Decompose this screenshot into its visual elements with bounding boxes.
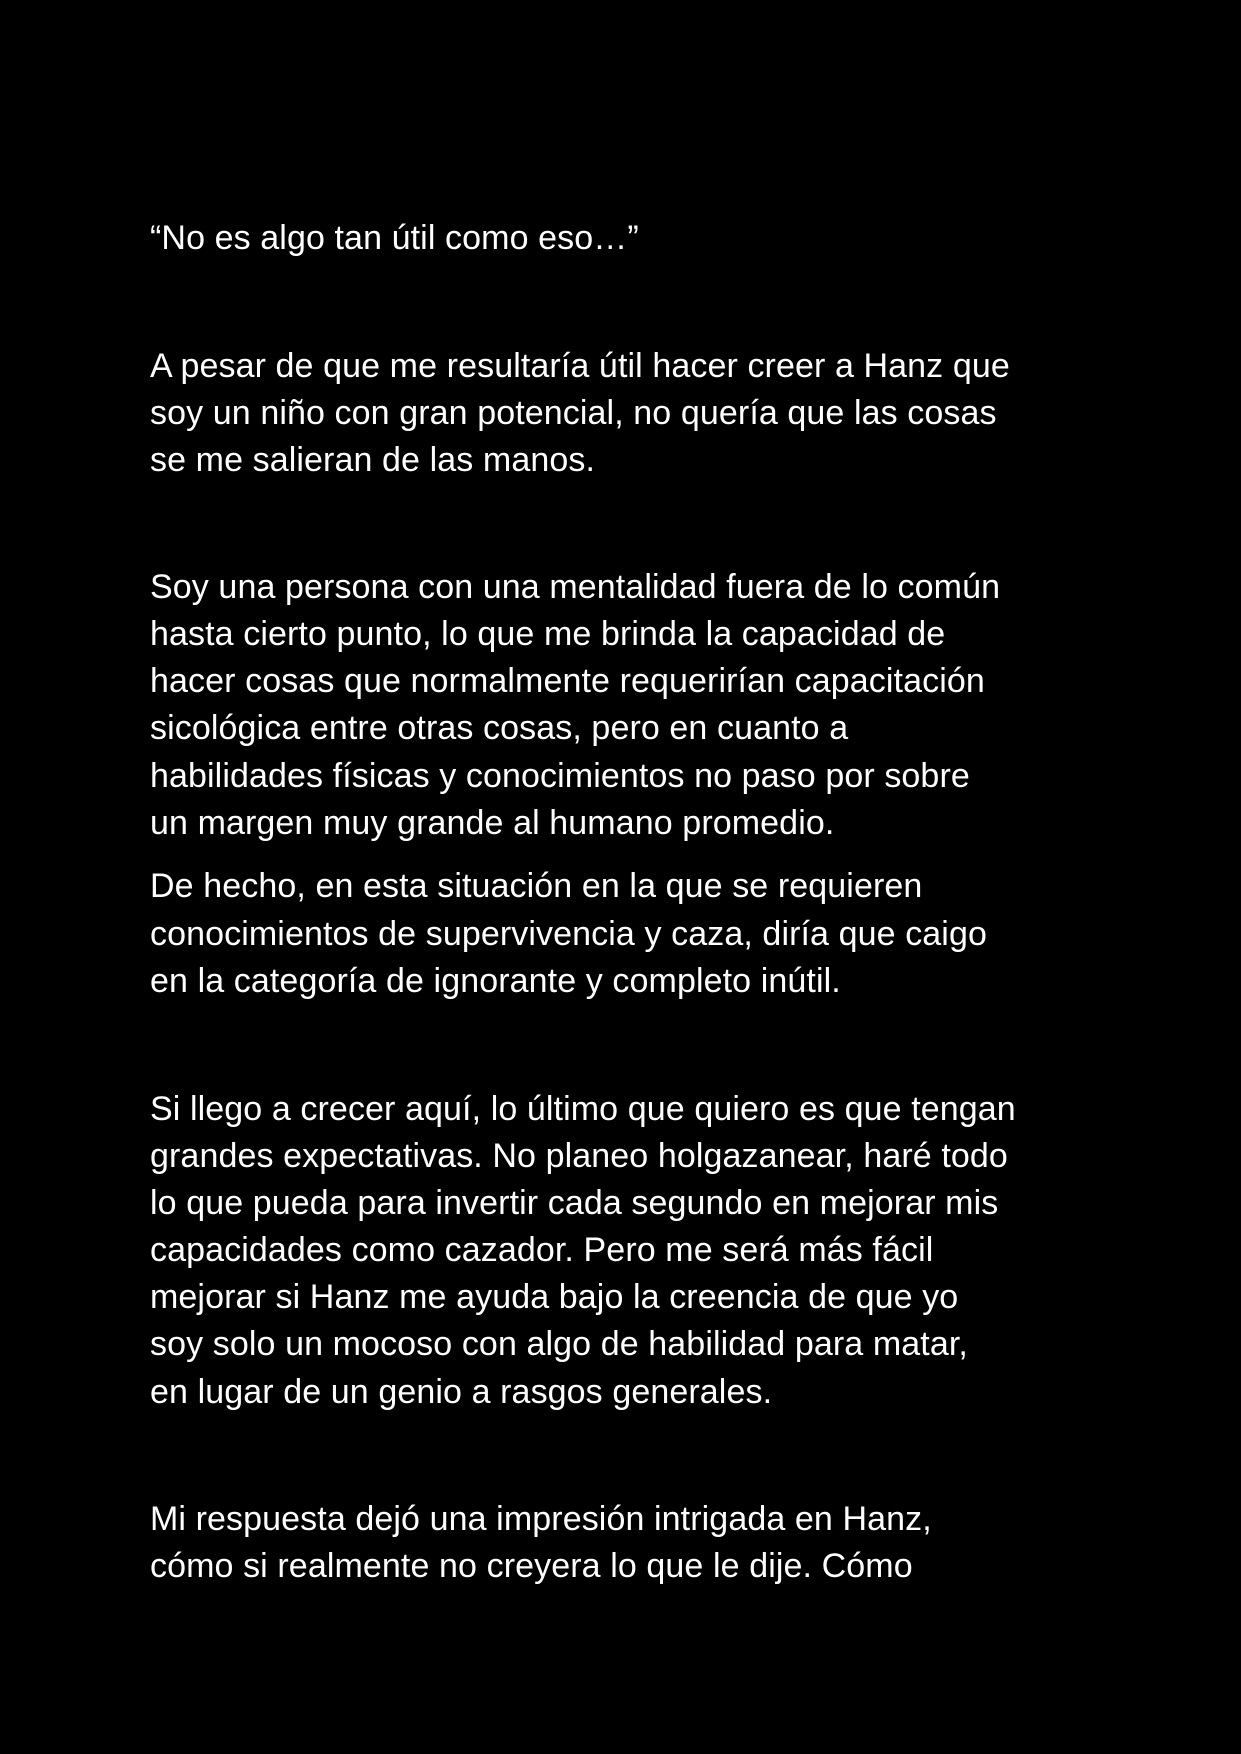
text-line: sicológica entre otras cosas, pero en cuanto a [150, 709, 849, 747]
text-line: hasta cierto punto, lo que me brinda la capacidad de [150, 615, 946, 653]
text-line: cómo si realmente no creyera lo que le dije. Cómo [150, 1547, 913, 1585]
text-line: hacer cosas que normalmente requerirían capacitación [150, 662, 985, 700]
text-line: Mi respuesta dejó una impresión intrigada en Hanz, [150, 1500, 932, 1538]
text-line: A pesar de que me resultaría útil hacer creer a Hanz que [150, 347, 1010, 385]
text-line: grandes expectativas. No planeo holgazanear, haré todo [150, 1137, 1008, 1175]
text-line: habilidades físicas y conocimientos no paso por sobre [150, 757, 970, 795]
text-line: en lugar de un genio a rasgos generales. [150, 1373, 773, 1411]
text-line: soy un niño con gran potencial, no quería que las cosas [150, 394, 997, 432]
text-line: “No es algo tan útil como eso…” [150, 219, 639, 257]
text-line: Si llego a crecer aquí, lo último que quiero es que tengan [150, 1090, 1016, 1128]
text-line: soy solo un mocoso con algo de habilidad para matar, [150, 1325, 968, 1363]
text-line: capacidades como cazador. Pero me será más fácil [150, 1231, 934, 1269]
text-line: De hecho, en esta situación en la que se requieren [150, 867, 923, 905]
text-line: se me salieran de las manos. [150, 441, 596, 479]
text-line: lo que pueda para invertir cada segundo en mejorar mis [150, 1184, 999, 1222]
text-line: en la categoría de ignorante y completo inútil. [150, 962, 841, 1000]
text-line: mejorar si Hanz me ayuda bajo la creencia de que yo [150, 1278, 959, 1316]
text-line: conocimientos de supervivencia y caza, diría que caigo [150, 915, 987, 953]
text-line: Soy una persona con una mentalidad fuera de lo común [150, 568, 1001, 606]
text-line: un margen muy grande al humano promedio. [150, 804, 835, 842]
